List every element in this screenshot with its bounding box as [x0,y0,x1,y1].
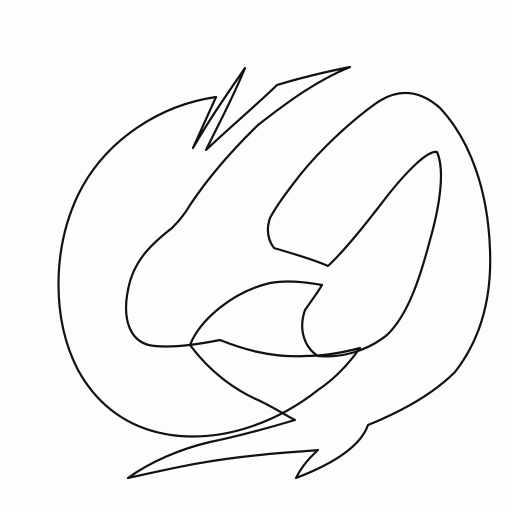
lower-hook-outline [128,93,490,478]
upper-hook-outline [59,67,361,437]
